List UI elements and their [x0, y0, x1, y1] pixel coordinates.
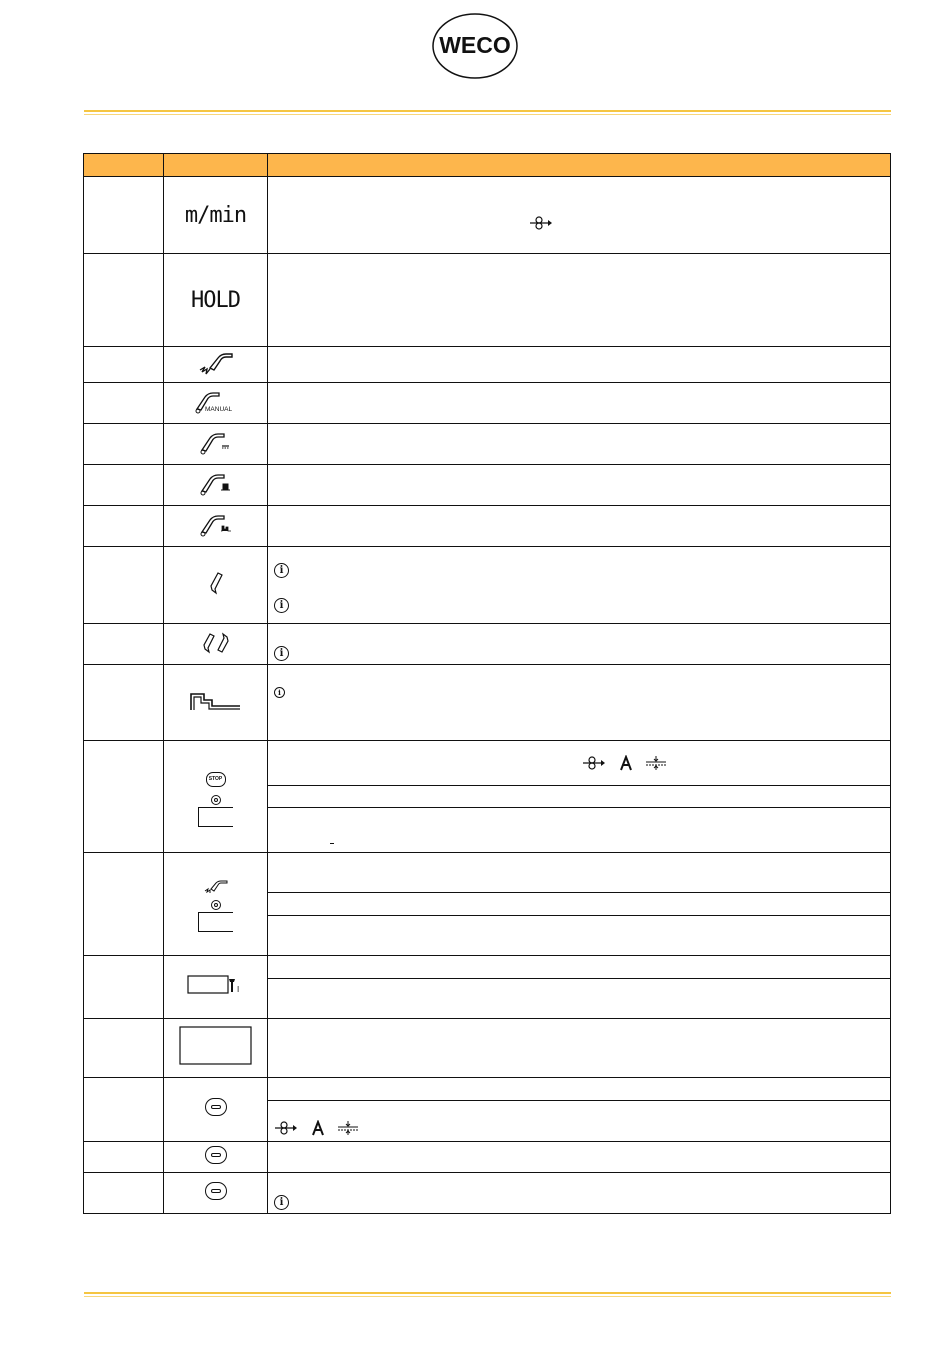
- desc-cell: [268, 1142, 891, 1173]
- stop-button-icon: STOP: [206, 772, 226, 787]
- header-cell-symbol: [164, 154, 268, 177]
- ref-cell: [84, 506, 164, 547]
- symbol-cell: [164, 1142, 268, 1173]
- table-row: [84, 547, 891, 624]
- table-row: [84, 1173, 891, 1214]
- symbol-cell: [164, 177, 268, 254]
- table-row: [84, 506, 891, 547]
- table-row: [84, 853, 891, 893]
- table-row: [84, 741, 891, 786]
- table-row: [84, 177, 891, 254]
- torch-double-pulse-icon: [196, 510, 236, 538]
- symbol-cell: [164, 853, 268, 956]
- push-button-icon: [205, 1098, 227, 1116]
- desc-cell: [268, 1019, 891, 1078]
- torch-dc-icon: [196, 428, 236, 456]
- display-box-icon: [198, 912, 233, 932]
- ref-cell: [84, 177, 164, 254]
- symbol-cell: [164, 1173, 268, 1214]
- table-row: [84, 424, 891, 465]
- desc-cell: [268, 786, 891, 808]
- desc-cell: [268, 254, 891, 347]
- symbol-cell: [164, 1019, 268, 1078]
- ref-cell: [84, 383, 164, 424]
- svg-text:I: I: [236, 984, 239, 994]
- ref-cell: [84, 1078, 164, 1142]
- push-button-icon: [205, 1146, 227, 1164]
- info-icon: i: [274, 563, 289, 578]
- symbol-cell: [164, 347, 268, 383]
- symbol-cell: [164, 424, 268, 465]
- symbol-cell: [164, 956, 268, 1019]
- desc-cell: [268, 916, 891, 956]
- top-rule: [84, 110, 891, 115]
- ref-cell: [84, 853, 164, 956]
- symbol-cell: [164, 1078, 268, 1142]
- welding-torch-spark-icon: [196, 348, 236, 376]
- 2t-trigger-icon: [206, 571, 226, 595]
- 4t-trigger-icon: [202, 630, 230, 654]
- logo-text: WECO: [439, 32, 511, 58]
- symbol-cell: [164, 506, 268, 547]
- desc-cell: [268, 177, 891, 254]
- symbol-cell: [164, 547, 268, 624]
- display-window-icon: [179, 1026, 253, 1066]
- ref-cell: [84, 624, 164, 665]
- desc-cell: [268, 465, 891, 506]
- ampere-icon: [310, 1120, 326, 1136]
- desc-cell: [268, 383, 891, 424]
- wire-speed-icon: [529, 215, 553, 231]
- desc-cell: [268, 893, 891, 916]
- symbol-cell: [164, 624, 268, 665]
- desc-cell: [268, 665, 891, 741]
- table-header-row: [84, 154, 891, 177]
- symbol-cell: [164, 465, 268, 506]
- table-row: [84, 1019, 891, 1078]
- torch-pulse-icon: [196, 469, 236, 497]
- symbol-cell: [164, 254, 268, 347]
- table-row: [84, 465, 891, 506]
- led-indicator-icon: [211, 795, 221, 805]
- table-row: [84, 1078, 891, 1101]
- table-row: [84, 254, 891, 347]
- ref-cell: [84, 1019, 164, 1078]
- ref-cell: [84, 956, 164, 1019]
- desc-cell: [268, 547, 891, 624]
- display-thickness-icon: [187, 975, 245, 995]
- ampere-icon: [618, 755, 634, 771]
- table-row: [84, 665, 891, 741]
- wire-speed-icon: [274, 1120, 298, 1136]
- desc-cell: [268, 979, 891, 1019]
- symbol-cell: [164, 383, 268, 424]
- header-cell-description: [268, 154, 891, 177]
- manual-label: MANUAL: [204, 405, 232, 413]
- desc-cell: [268, 808, 891, 853]
- ref-cell: [84, 665, 164, 741]
- wire-speed-icon: [582, 755, 606, 771]
- desc-cell: [268, 1173, 891, 1214]
- table-row: [84, 956, 891, 979]
- ref-cell: [84, 1142, 164, 1173]
- led-indicator-icon: [211, 900, 221, 910]
- ref-cell: [84, 547, 164, 624]
- weco-logo: [432, 13, 518, 79]
- lcd-label: m/min: [184, 202, 247, 228]
- symbol-cell: [164, 665, 268, 741]
- ref-cell: [84, 347, 164, 383]
- symbol-cell: [164, 741, 268, 853]
- torch-manual-icon: [191, 387, 241, 415]
- info-icon: i: [274, 1195, 289, 1210]
- controls-table: [83, 153, 891, 1214]
- desc-cell: [268, 1078, 891, 1101]
- crater-filler-icon: [188, 688, 244, 712]
- push-button-icon: [205, 1182, 227, 1200]
- spot-weld-icon: [203, 877, 229, 893]
- display-box-icon: [198, 807, 233, 827]
- ref-cell: [84, 741, 164, 853]
- dash-mark: [330, 843, 334, 844]
- table-row: [84, 347, 891, 383]
- thickness-icon: [645, 755, 667, 771]
- ref-cell: [84, 1173, 164, 1214]
- ref-cell: [84, 254, 164, 347]
- info-icon: i: [274, 646, 289, 661]
- bottom-rule: [84, 1292, 891, 1297]
- header-cell-ref: [84, 154, 164, 177]
- info-icon: i: [274, 598, 289, 613]
- desc-cell: [268, 741, 891, 786]
- table-row: [84, 1142, 891, 1173]
- table-row: [84, 383, 891, 424]
- ref-cell: [84, 465, 164, 506]
- desc-cell: [268, 506, 891, 547]
- desc-cell: [268, 853, 891, 893]
- desc-cell: [268, 1101, 891, 1142]
- table-row: [84, 624, 891, 665]
- info-icon: i: [274, 687, 285, 698]
- desc-cell: [268, 347, 891, 383]
- desc-cell: [268, 624, 891, 665]
- lcd-label: HOLD: [191, 287, 240, 313]
- ref-cell: [84, 424, 164, 465]
- desc-cell: [268, 424, 891, 465]
- desc-cell: [268, 956, 891, 979]
- thickness-icon: [337, 1120, 359, 1136]
